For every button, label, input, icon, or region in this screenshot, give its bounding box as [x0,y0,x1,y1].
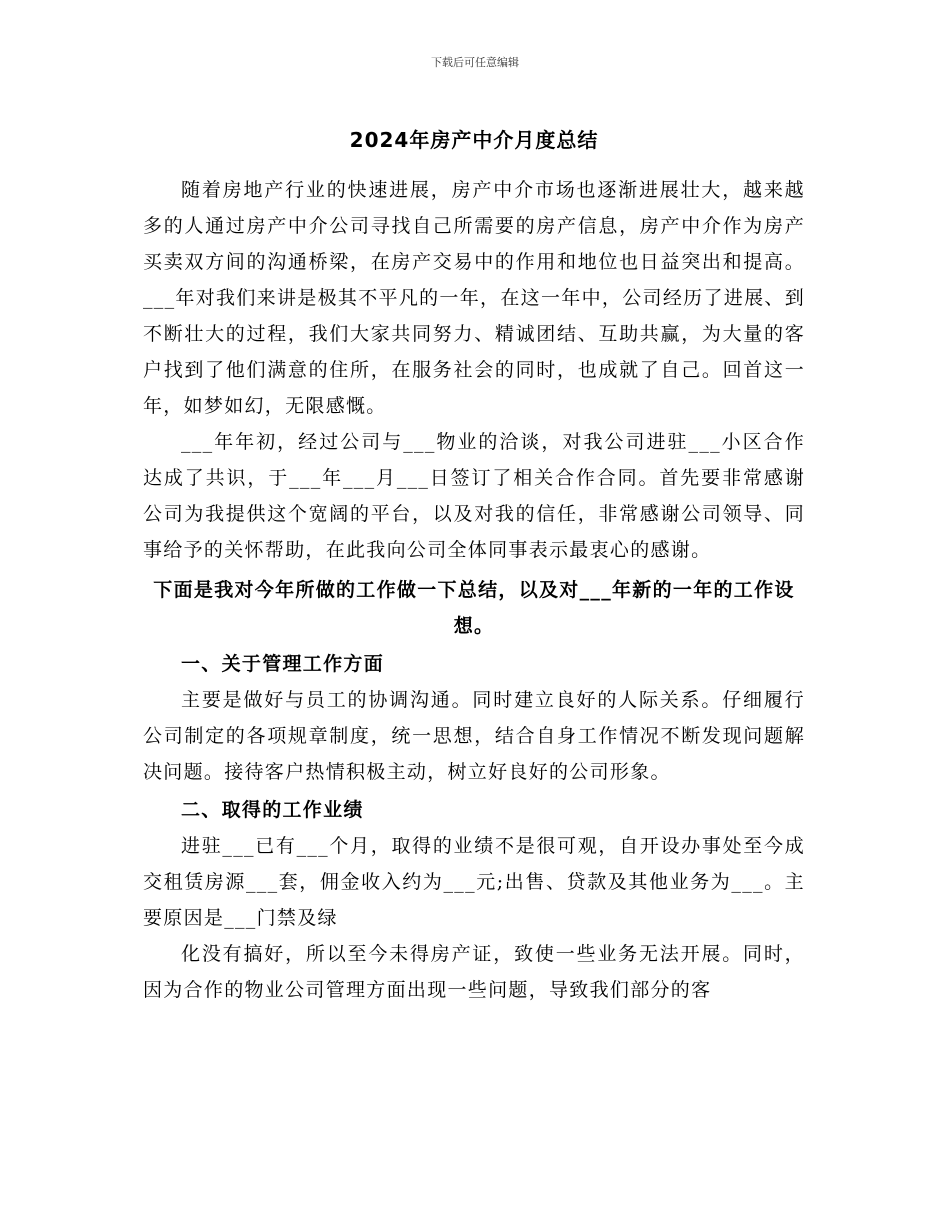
paragraph-management: 主要是做好与员工的协调沟通。同时建立良好的人际关系。仔细履行公司制定的各项规章制度，统一思想，结合自身工作情况不断发现问题解决问题。接待客户热情积极主动，树立好良好的公司形象。 [143,689,805,783]
paragraph-performance: 进驻___已有___个月，取得的业绩不是很可观，自开设办事处至今成交租赁房源___套，佣金收入约为___元;出售、贷款及其他业务为___。主要原因是___门禁及绿 [143,835,805,929]
paragraph-cooperation: ___年年初，经过公司与___物业的洽谈，对我公司进驻___小区合作达成了共识，于___年___月___日签订了相关合作合同。首先要非常感谢公司为我提供这个宽阔的平台，以及对我的信任，非常感谢公司领导、同事给予的关怀帮助，在此我向公司全体同事表示最衷心的感谢。 [143,431,805,561]
document-title: 2024年房产中介月度总结 [349,128,599,152]
paragraph-continuation: 化没有搞好，所以至今未得房产证，致使一些业务无法开展。同时，因为合作的物业公司管理方面出现一些问题，导致我们部分的客 [143,943,805,1001]
section-heading-management: 一、关于管理工作方面 [181,653,385,675]
document-body [143,122,805,1008]
header-note: 下载后可任意编辑 [431,56,519,69]
summary-heading: 下面是我对今年所做的工作做一下总结，以及对___年新的一年的工作设想。 [153,579,795,637]
section-heading-performance: 二、取得的工作业绩 [181,799,364,821]
paragraph-intro: 随着房地产行业的快速进展，房产中介市场也逐渐进展壮大，越来越多的人通过房产中介公司寻找自己所需要的房产信息，房产中介作为房产买卖双方间的沟通桥梁，在房产交易中的作用和地位也日益突出和提高。___年对我们来讲是极其不平凡的一年，在这一年中，公司经历了进展、到不断壮大的过程，我们大家共同努力、精诚团结、互助共赢，为大量的客户找到了他们满意的住所，在服务社会的同时，也成就了自己。回首这一年，如梦如幻，无限感慨。 [143,179,805,417]
